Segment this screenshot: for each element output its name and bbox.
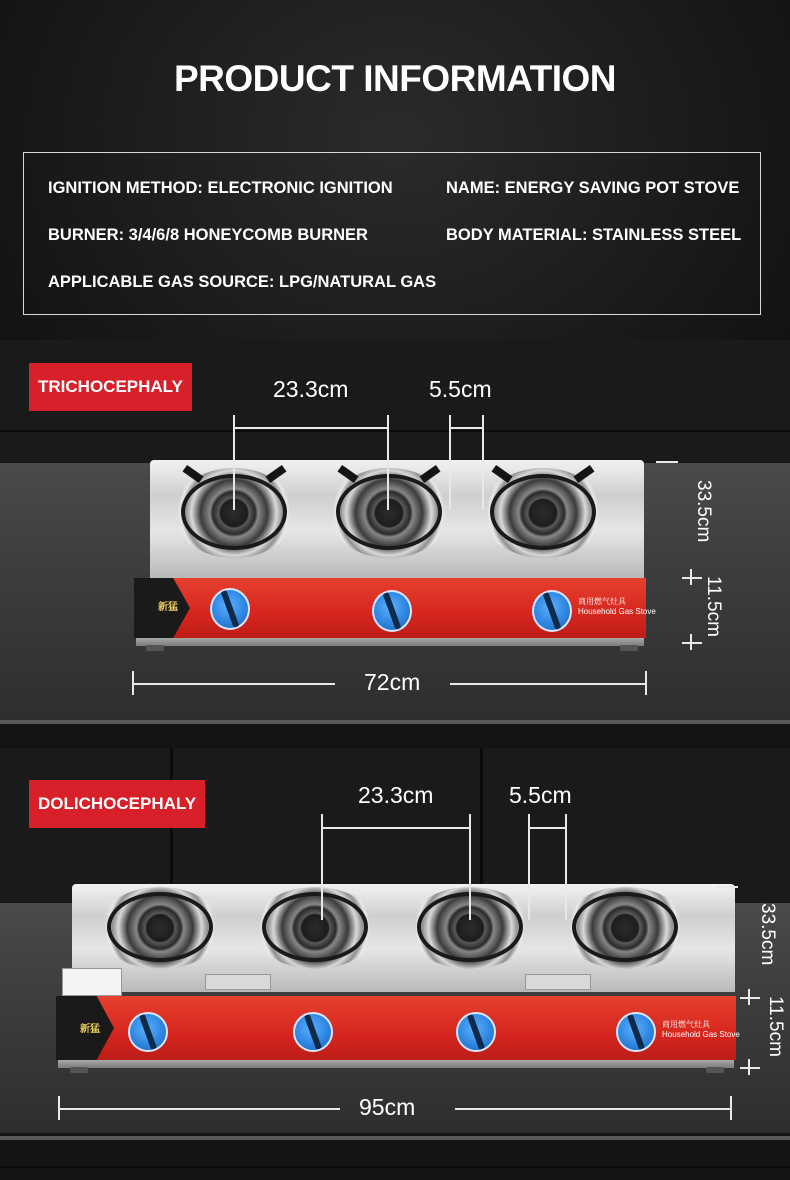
- dimension-line: [387, 415, 389, 510]
- dimension-line: [716, 886, 738, 888]
- dimension-line: [58, 1108, 340, 1110]
- nameplate-line: 商用燃气灶具: [662, 1020, 710, 1029]
- height-label: 11.5cm: [765, 996, 786, 1057]
- counter-edge: [0, 720, 790, 724]
- tile-joint: [480, 748, 483, 903]
- dimension-line: [740, 997, 760, 999]
- burner-spacing-label: 23.3cm: [358, 782, 434, 808]
- dimension-line: [233, 427, 388, 429]
- spec-body-material: BODY MATERIAL: STAINLESS STEEL: [446, 226, 742, 244]
- dimension-line: [469, 814, 471, 920]
- pot-support-grate: [336, 474, 442, 550]
- dimension-line: [690, 569, 692, 585]
- dimension-line: [132, 671, 134, 695]
- dimension-line: [449, 427, 482, 429]
- dimension-line: [682, 642, 702, 644]
- stove-foot: [706, 1067, 724, 1073]
- burner-spacing-label: 23.3cm: [273, 376, 349, 402]
- dimension-line: [455, 1108, 731, 1110]
- depth-label: 33.5cm: [757, 903, 778, 966]
- dimension-line: [321, 827, 470, 829]
- dimension-line: [482, 415, 484, 510]
- nameplate-line: Household Gas Stove: [578, 607, 656, 616]
- dimension-line: [656, 461, 678, 463]
- gap-label: 5.5cm: [429, 376, 492, 402]
- product-tag: DOLICHOCEPHALY: [29, 780, 205, 828]
- product-nameplate: [662, 1020, 740, 1040]
- pot-support-grate: [490, 474, 596, 550]
- page-title: PRODUCT INFORMATION: [174, 58, 616, 99]
- width-label: 95cm: [359, 1094, 416, 1120]
- stove-base: [136, 638, 644, 646]
- dimension-line: [450, 683, 646, 685]
- spec-box: [23, 152, 761, 315]
- stove-foot: [620, 645, 638, 651]
- height-label: 11.5cm: [703, 576, 724, 637]
- spec-burner: BURNER: 3/4/6/8 HONEYCOMB BURNER: [48, 226, 368, 244]
- spec-ignition: IGNITION METHOD: ELECTRONIC IGNITION: [48, 179, 393, 197]
- tile-joint: [0, 430, 790, 432]
- dimension-line: [449, 415, 451, 510]
- dimension-line: [233, 415, 235, 510]
- product-scene-dolichocephaly: [0, 748, 790, 1148]
- floor-joint: [0, 1166, 790, 1168]
- product-tag: TRICHOCEPHALY: [29, 363, 192, 411]
- stove-foot: [146, 645, 164, 651]
- spec-sticker: [62, 968, 122, 996]
- dimension-line: [682, 577, 702, 579]
- dimension-line: [690, 634, 692, 650]
- nameplate-line: 商用燃气灶具: [578, 597, 626, 606]
- dimension-line: [645, 671, 647, 695]
- pot-support-grate: [572, 892, 678, 962]
- dimension-line: [748, 989, 750, 1005]
- depth-label: 33.5cm: [693, 480, 714, 543]
- product-scene-trichocephaly: [0, 340, 790, 727]
- spec-gas-source: APPLICABLE GAS SOURCE: LPG/NATURAL GAS: [48, 273, 437, 291]
- pot-support-grate: [262, 892, 368, 962]
- panel-slot: [525, 974, 591, 990]
- dimension-line: [321, 814, 323, 920]
- product-nameplate: [578, 597, 656, 617]
- brand-logo-text: 新猛: [158, 602, 178, 613]
- spec-name: NAME: ENERGY SAVING POT STOVE: [446, 179, 740, 197]
- dimension-line: [528, 814, 530, 920]
- width-label: 72cm: [364, 669, 421, 695]
- dimension-line: [748, 1059, 750, 1075]
- dimension-line: [565, 814, 567, 920]
- stove-base: [58, 1060, 734, 1068]
- panel-slot: [205, 974, 271, 990]
- counter-edge: [0, 1136, 790, 1140]
- dimension-line: [132, 683, 335, 685]
- dimension-line: [58, 1096, 60, 1120]
- pot-support-grate: [107, 892, 213, 962]
- brand-logo-text: 新猛: [80, 1024, 100, 1035]
- stove-foot: [70, 1067, 88, 1073]
- dimension-line: [740, 1067, 760, 1069]
- nameplate-line: Household Gas Stove: [662, 1030, 740, 1039]
- dimension-line: [528, 827, 566, 829]
- gap-label: 5.5cm: [509, 782, 572, 808]
- dimension-line: [730, 1096, 732, 1120]
